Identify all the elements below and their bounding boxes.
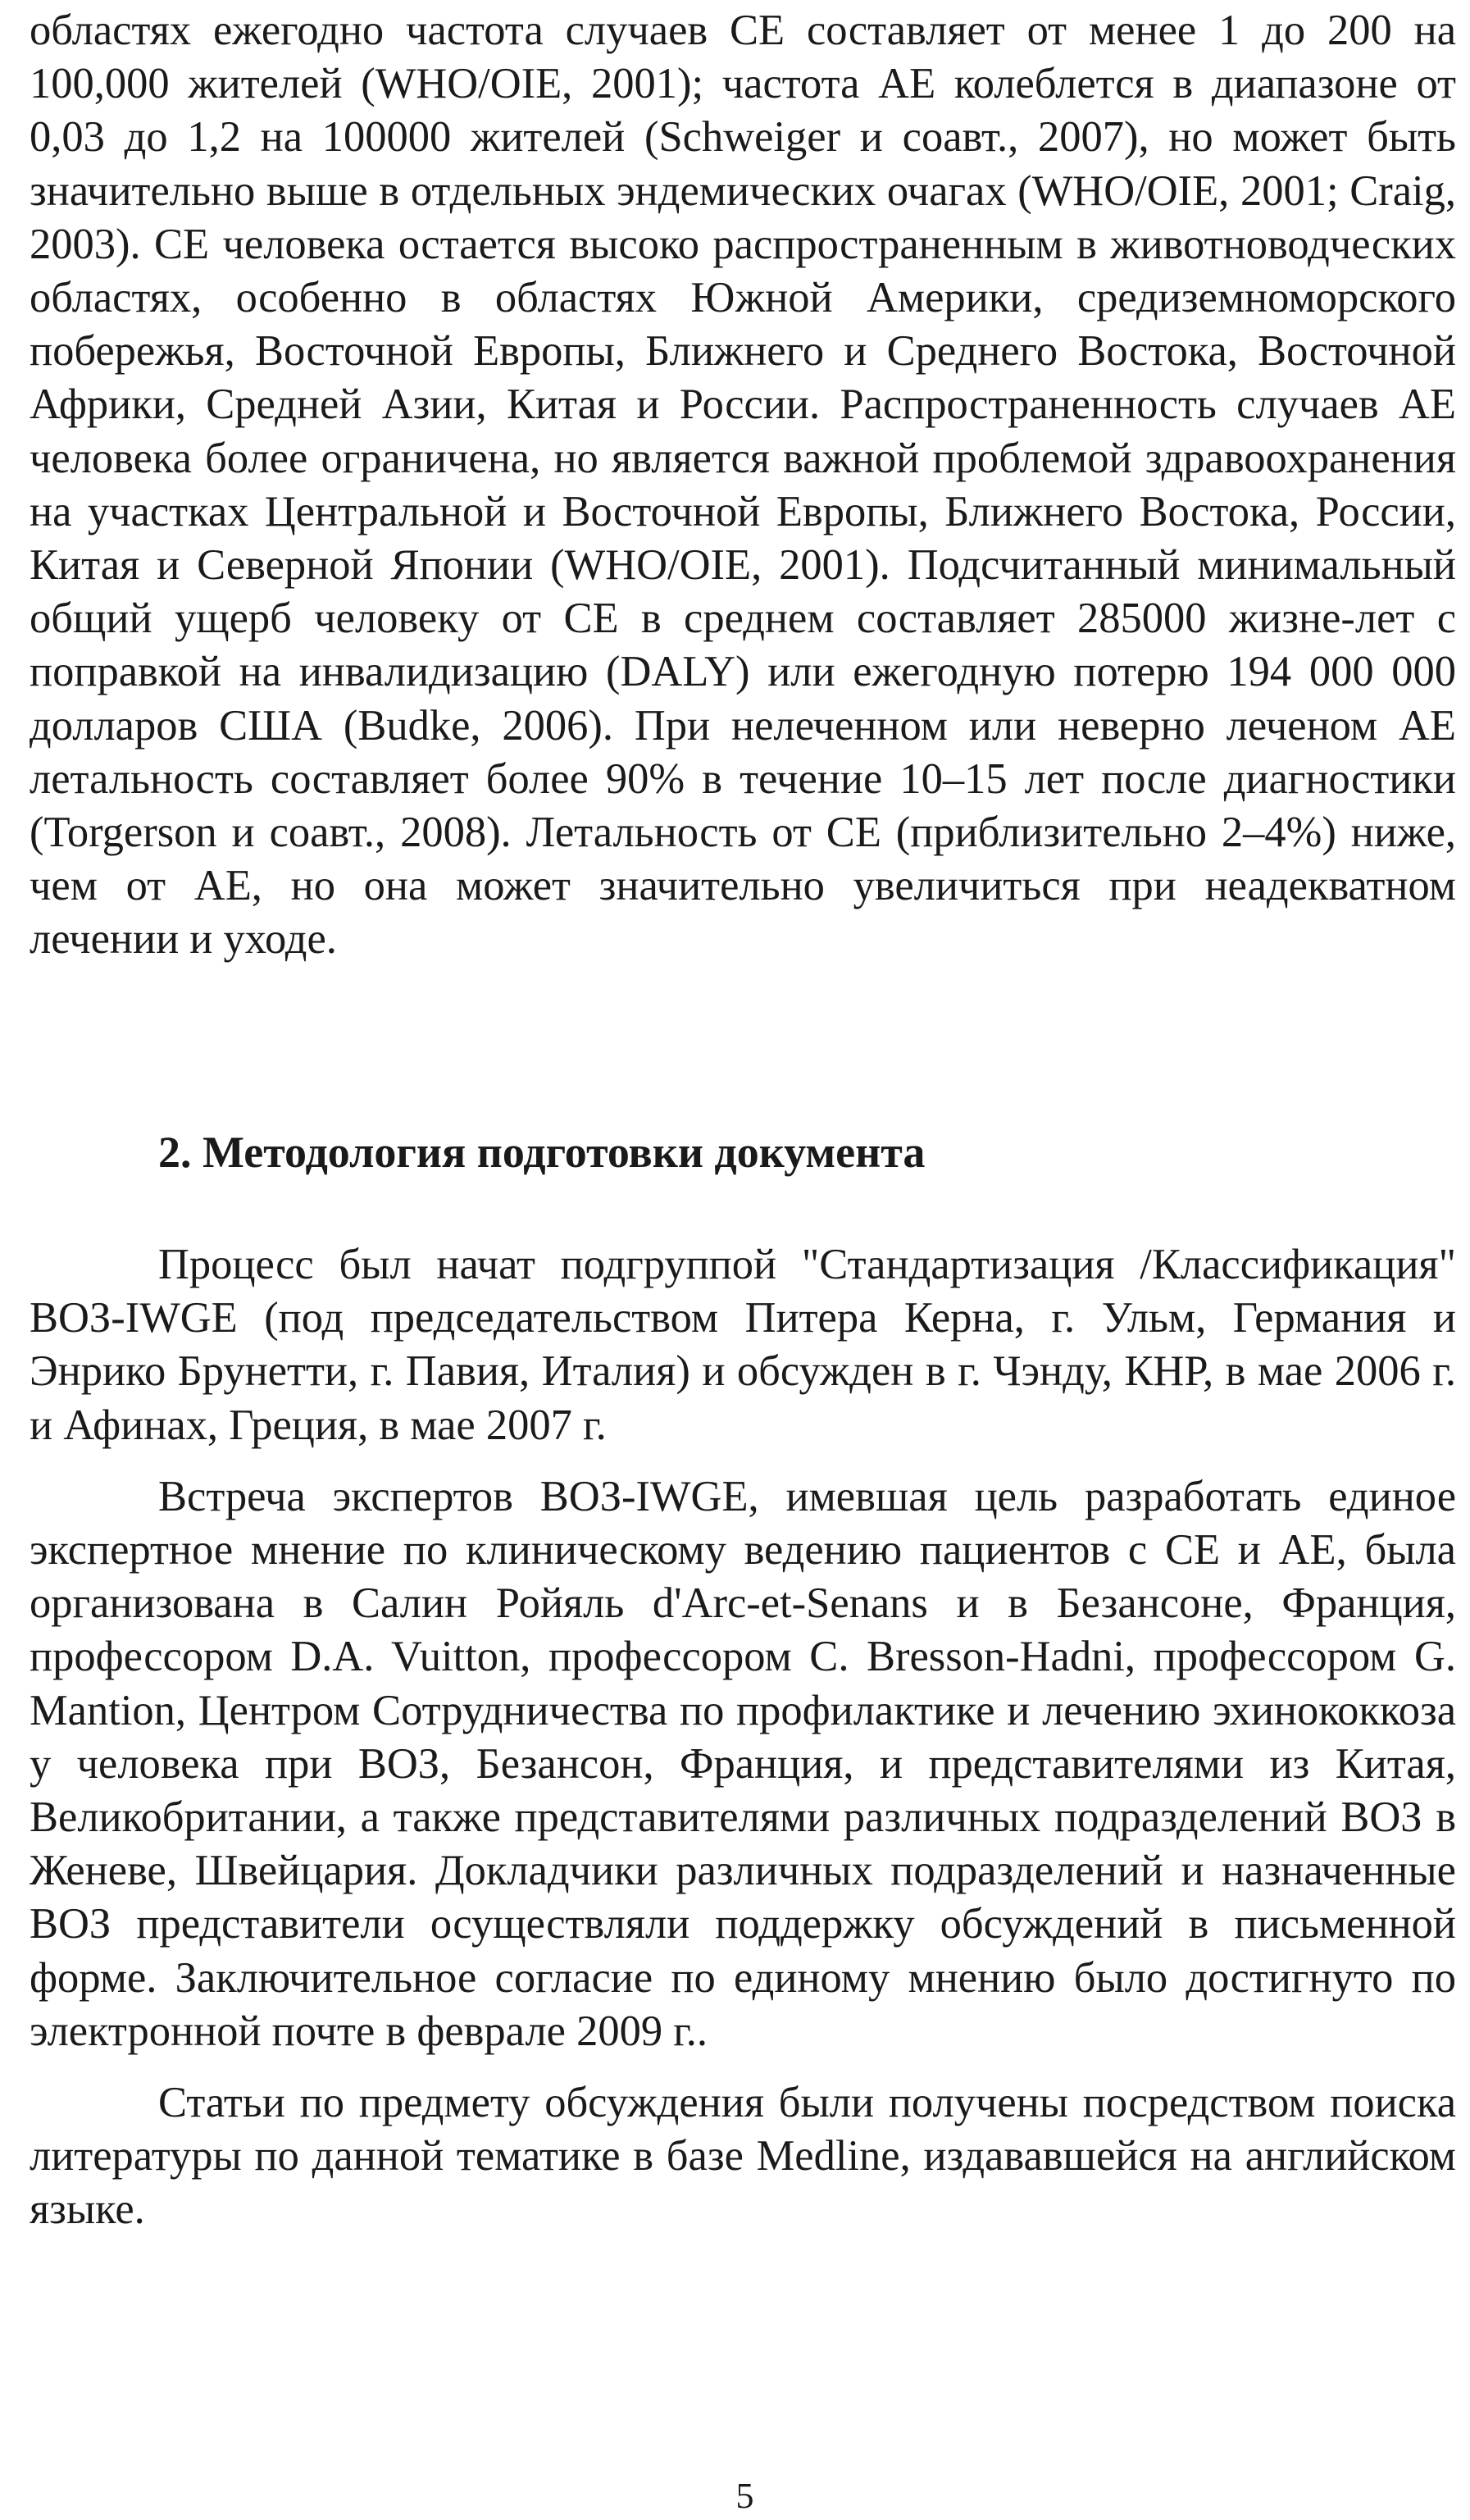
section-paragraph: Встреча экспертов ВОЗ-IWGE, имевшая цель разработать единое экспертное мнение по клиническому ведению пациентов с СЕ и АЕ, была организована в Салин Ройяль d'Arc-et-Senans и в Безансоне, Франция, профессором D.A. Vuitton, профессором C. Bresson-Hadni, профессором G. Mantion, Центром Сотрудничества по профилактике и лечению эхинококкоза у человека при ВОЗ, Безансон, Франция, и представителями из Китая, Великобритании, а также представителями различных подразделений ВОЗ в Женеве, Швейцария. Докладчики различных подразделений и назначенные ВОЗ представители осуществляли поддержку обсуждений в письменной форме. Заключительное согласие по единому мнению было достигнуто по электронной почте в феврале 2009 г..	[30, 1472, 1456, 2055]
page-number: 5	[735, 2476, 754, 2516]
section-paragraph: Процесс был начат подгруппой "Стандартизация /Классификация" ВОЗ-IWGE (под председательством Питера Керна, г. Ульм, Германия и Энрико Брунетти, г. Павия, Италия) и обсужден в г. Чэнду, КНР, в мае 2006 г. и Афинах, Греция, в мае 2007 г.	[30, 1241, 1456, 1449]
continuation-paragraph: областях ежегодно частота случаев СЕ составляет от менее 1 до 200 на 100,000 жителей (WHO/OIE, 2001); частота АЕ колеблется в диапазоне от 0,03 до 1,2 на 100000 жителей (Schweiger и соавт., 2007), но может быть значительно выше в отдельных эндемических очагах (WHO/OIE, 2001; Craig, 2003). СЕ человека остается высоко распространенным в животноводческих областях, особенно в областях Южной Америки, средиземноморского побережья, Восточной Европы, Ближнего и Среднего Востока, Восточной Африки, Средней Азии, Китая и России. Распространенность случаев АЕ человека более ограничена, но является важной проблемой здравоохранения на участках Центральной и Восточной Европы, Ближнего Востока, России, Китая и Северной Японии (WHO/OIE, 2001). Подсчитанный минимальный общий ущерб человеку от СЕ в среднем составляет 285000 жизне-лет с поправкой на инвалидизацию (DALY) или ежегодную потерю 194 000 000 долларов США (Budke, 2006). При нелеченном или неверно леченом АЕ летальность составляет более 90% в течение 10–15 лет после диагностики (Torgerson и соавт., 2008). Летальность от СЕ (приблизительно 2–4%) ниже, чем от АЕ, но она может значительно увеличиться при неадекватном лечении и уходе.	[30, 7, 1456, 964]
document-page	[30, 0, 1460, 2520]
section-body	[30, 1238, 1456, 2255]
section-paragraph: Статьи по предмету обсуждения были получены посредством поиска литературы по данной тематике в базе Medline, издававшейся на английском языке.	[30, 2079, 1456, 2234]
section-heading: 2. Методология подготовки документа	[158, 1128, 926, 1177]
